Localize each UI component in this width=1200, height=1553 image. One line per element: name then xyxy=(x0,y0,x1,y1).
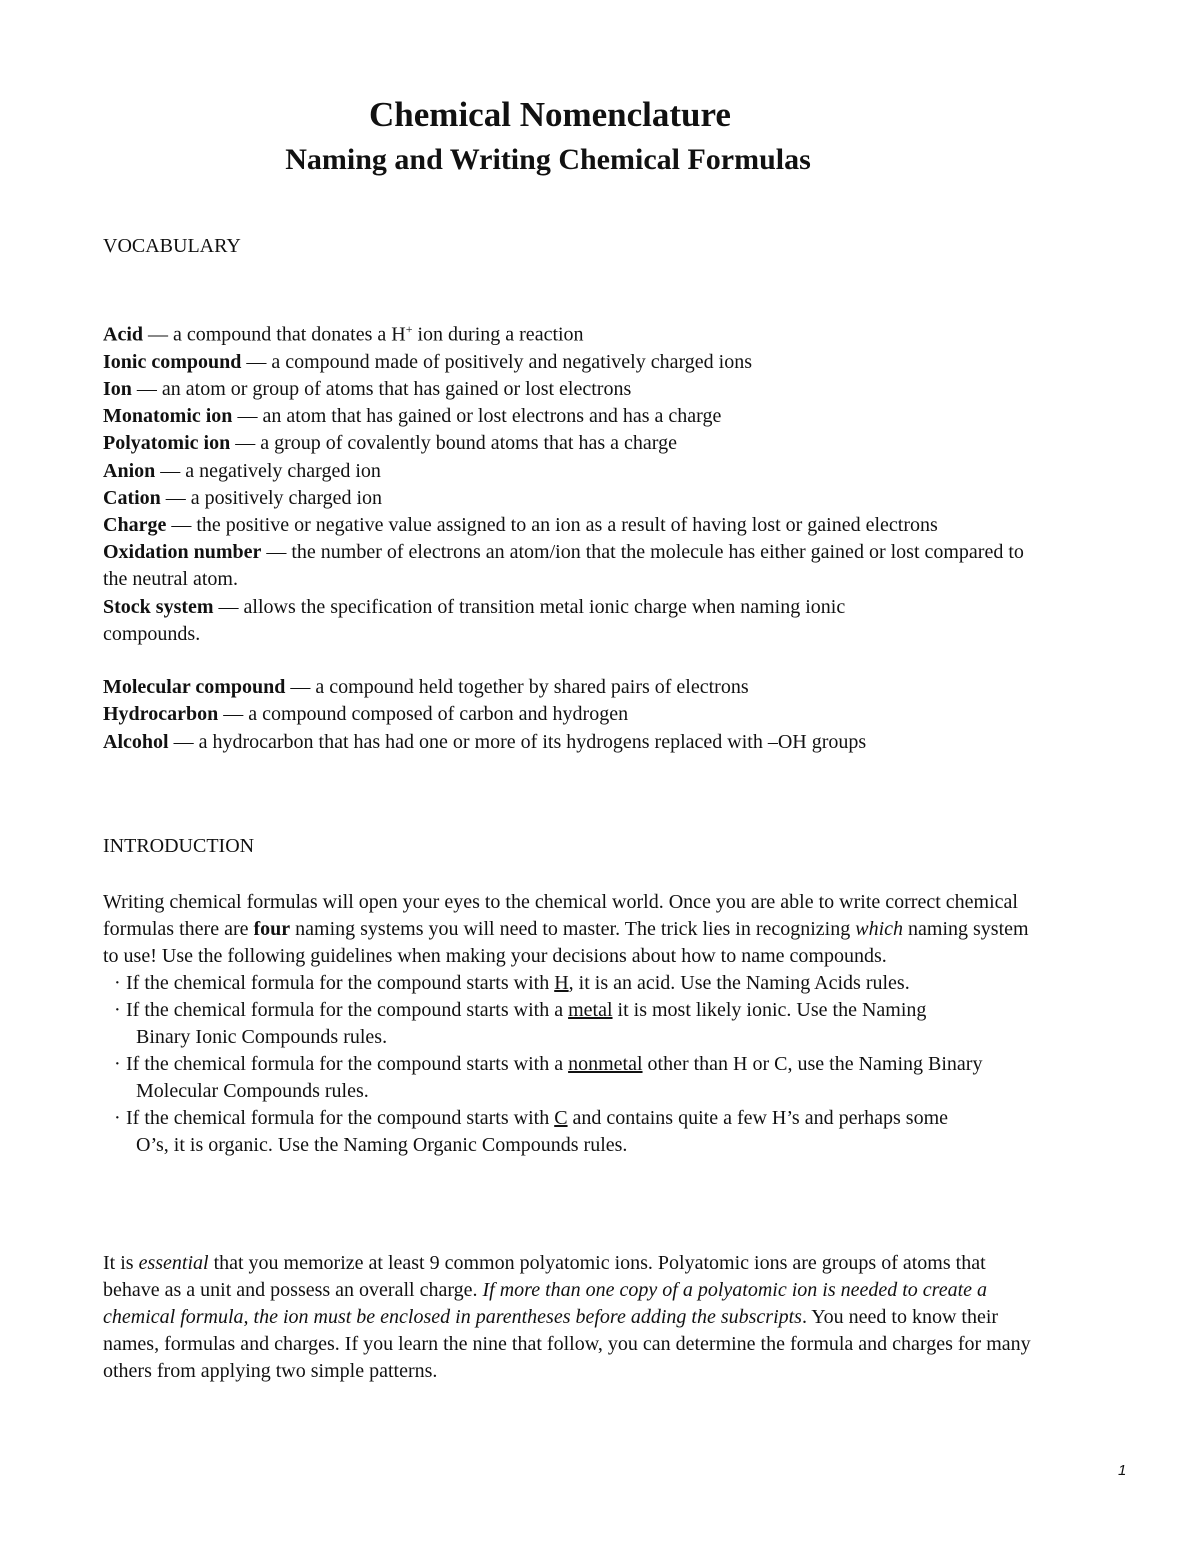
vocabulary-list xyxy=(103,316,1043,756)
intro-text-part: naming systems you will need to master. The trick lies in recognizing xyxy=(290,918,856,940)
polyatomic-paragraph xyxy=(103,1250,1043,1385)
vocab-definition: — a hydrocarbon that has had one or more of its hydrogens replaced with –OH groups xyxy=(168,730,867,753)
vocab-definition: — a compound composed of carbon and hydrogen xyxy=(218,703,629,726)
guideline-text: If the chemical formula for the compound starts with a xyxy=(126,1053,569,1075)
intro-bold-word: four xyxy=(253,918,291,940)
charge-superscript: + xyxy=(405,322,413,336)
vocab-entry-alcohol xyxy=(103,729,1043,756)
paragraph-text-part: It is xyxy=(103,1252,139,1274)
paragraph-italic-word: essential xyxy=(138,1252,209,1274)
bullet-marker: · xyxy=(114,999,121,1021)
vocab-entry-stock-system xyxy=(103,594,873,648)
paragraph-text-part: . You need to know their names, formulas and charges. If you learn the nine that follow, you can determine the formula and charges for many others from applying two simple patterns. xyxy=(103,1306,1031,1382)
guideline-item xyxy=(103,970,983,997)
vocab-entry-hydrocarbon xyxy=(103,701,1043,728)
guideline-text: , it is an acid. Use the Naming Acids rules. xyxy=(568,972,910,994)
vocab-entry-polyatomic-ion xyxy=(103,430,1043,457)
guideline-text: it is most likely ionic. Use the Naming Binary Ionic Compounds rules. xyxy=(136,999,927,1048)
guideline-text: If the chemical formula for the compound starts with xyxy=(126,1107,555,1129)
vocab-term: Ion xyxy=(103,378,132,401)
guideline-item xyxy=(103,997,983,1051)
introduction-heading: INTRODUCTION xyxy=(103,835,255,857)
guideline-text: and contains quite a few H’s and perhaps some O’s, it is organic. Use the Naming Organic Compounds rules. xyxy=(136,1107,948,1156)
vocab-term: Alcohol xyxy=(103,730,169,753)
intro-paragraph xyxy=(103,889,1033,970)
guideline-text: If the chemical formula for the compound starts with xyxy=(126,972,555,994)
paragraph-italic-rule: If more than one copy of a polyatomic ion is needed to create a chemical formula, the ion must be enclosed in parentheses before adding the subscripts xyxy=(103,1279,988,1328)
vocab-definition: — a compound that donates a H xyxy=(143,323,406,346)
guideline-item xyxy=(103,1105,983,1159)
vocab-term: Ionic compound xyxy=(103,350,242,373)
vocab-definition: — allows the specification of transition metal ionic charge when naming ionic compounds. xyxy=(103,595,846,645)
guideline-underlined: C xyxy=(554,1107,568,1129)
page-title: Chemical Nomenclature xyxy=(369,95,731,134)
vocab-term: Polyatomic ion xyxy=(103,432,231,455)
paragraph-text-part: that you memorize at least 9 common polyatomic ions. Polyatomic ions are groups of atoms that behave as a unit and possess an overall charge. xyxy=(103,1252,986,1301)
vocab-definition: — a compound held together by shared pairs of electrons xyxy=(285,676,749,699)
bullet-marker: · xyxy=(114,1107,121,1129)
guideline-underlined: nonmetal xyxy=(568,1053,643,1075)
intro-text-part: naming system to use! Use the following guidelines when making your decisions about how to name compounds. xyxy=(103,918,1029,967)
vocab-entry-acid xyxy=(103,316,743,349)
vocab-definition-end: ion during a reaction xyxy=(412,323,584,346)
vocab-entry-cation xyxy=(103,485,1043,512)
vocab-entry-anion xyxy=(103,458,1043,485)
vocab-term: Anion xyxy=(103,459,156,482)
introduction-body xyxy=(103,889,1043,1159)
guideline-list xyxy=(103,970,983,1159)
vocab-entry-ionic-compound xyxy=(103,349,871,376)
vocab-definition: — the number of electrons an atom/ion that the molecule has either gained or lost compared to the neutral atom. xyxy=(103,541,1024,591)
vocab-definition: — a negatively charged ion xyxy=(155,459,381,482)
vocab-term: Molecular compound xyxy=(103,676,286,699)
vocab-definition: — a group of covalently bound atoms that has a charge xyxy=(230,432,677,455)
vocab-term: Monatomic ion xyxy=(103,405,233,428)
page-subtitle: Naming and Writing Chemical Formulas xyxy=(285,143,811,176)
guideline-item xyxy=(103,1051,983,1105)
guideline-underlined: metal xyxy=(568,999,613,1021)
vocab-entry-oxidation-number xyxy=(103,539,1038,593)
intro-text-part: Writing chemical formulas will open your eyes to the chemical world. Once you are able to write correct chemical formulas there are xyxy=(103,891,1018,940)
vocab-entry-ion xyxy=(103,376,1043,403)
vocab-term: Acid xyxy=(103,323,143,346)
vocab-term: Cation xyxy=(103,486,161,509)
vocab-term: Stock system xyxy=(103,595,214,618)
vocab-definition: — a positively charged ion xyxy=(160,486,383,509)
vocab-definition: — a compound made of positively and negatively charged ions xyxy=(241,350,752,373)
vocab-entry-charge xyxy=(103,512,943,539)
guideline-text: If the chemical formula for the compound starts with a xyxy=(126,999,569,1021)
vocabulary-heading: VOCABULARY xyxy=(103,235,241,257)
vocab-definition: — an atom that has gained or lost electrons and has a charge xyxy=(232,405,722,428)
page-number: 1 xyxy=(1118,1462,1127,1479)
intro-italic-word: which xyxy=(855,918,904,940)
vocab-entry-molecular-compound xyxy=(103,674,1043,701)
vocab-definition: — the positive or negative value assigned to an ion as a result of having lost or gained electrons xyxy=(166,514,938,537)
guideline-text: other than H or C, use the Naming Binary Molecular Compounds rules. xyxy=(136,1053,983,1102)
vocab-term: Oxidation number xyxy=(103,541,262,564)
vocab-term: Hydrocarbon xyxy=(103,703,219,726)
vocab-entry-monatomic-ion xyxy=(103,403,1043,430)
guideline-underlined: H xyxy=(554,972,569,994)
vocab-spacer xyxy=(103,648,1043,674)
vocab-definition: — an atom or group of atoms that has gained or lost electrons xyxy=(131,378,632,401)
vocab-term: Charge xyxy=(103,514,167,537)
bullet-marker: · xyxy=(114,1053,121,1075)
bullet-marker: · xyxy=(114,972,121,994)
